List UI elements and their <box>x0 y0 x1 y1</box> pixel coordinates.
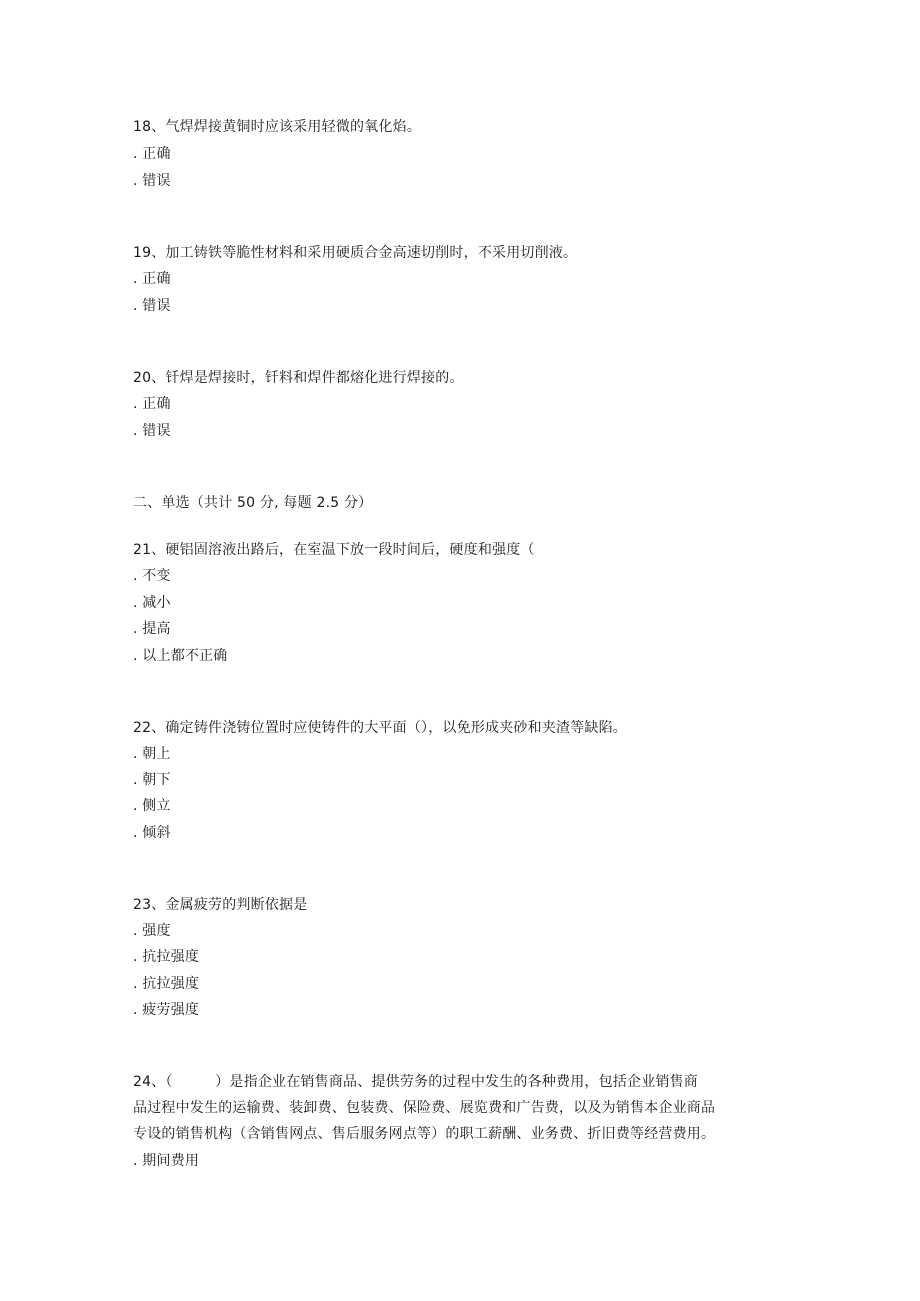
question-20-option-b: . 错误 <box>133 423 171 439</box>
question-22-option-b: . 朝下 <box>133 772 171 788</box>
question-21-text: 21、硬铝固溶液出路后，在室温下放一段时间后，硬度和强度（ <box>133 542 535 558</box>
question-23-option-d: . 疲劳强度 <box>133 1002 200 1018</box>
question-23-option-a: . 强度 <box>133 923 171 939</box>
question-24-text-line-1: 24、（ ）是指企业在销售商品、提供劳务的过程中发生的各种费用，包括企业销售商 <box>133 1074 699 1090</box>
question-21-option-d: . 以上都不正确 <box>133 648 228 664</box>
question-20-text: 20、钎焊是焊接时，钎料和焊件都熔化进行焊接的。 <box>133 370 464 386</box>
question-22-option-d: . 倾斜 <box>133 825 171 841</box>
question-18-option-b: . 错误 <box>133 173 171 189</box>
question-19-text: 19、加工铸铁等脆性材料和采用硬质合金高速切削时，不采用切削液。 <box>133 245 578 261</box>
section-heading: 二、单选（共计 50 分, 每题 2.5 分） <box>133 495 373 511</box>
question-24-text-line-2: 品过程中发生的运输费、装卸费、包装费、保险费、展览费和广告费，以及为销售本企业商品 <box>133 1100 716 1116</box>
question-21-option-b: . 减小 <box>133 595 171 611</box>
question-23-option-b: . 抗拉强度 <box>133 949 200 965</box>
question-18-text: 18、气焊焊接黄铜时应该采用轻微的氧化焰。 <box>133 119 422 135</box>
question-19-option-a: . 正确 <box>133 271 171 287</box>
question-24-option-a: . 期间费用 <box>133 1153 200 1169</box>
question-22-option-a: . 朝上 <box>133 746 171 762</box>
question-21-option-c: . 提高 <box>133 621 171 637</box>
question-23-text: 23、金属疲劳的判断依据是 <box>133 897 308 913</box>
question-24-text-line-3: 专设的销售机构（含销售网点、售后服务网点等）的职工薪酬、业务费、折旧费等经营费用。 <box>133 1126 716 1142</box>
question-23-option-c: . 抗拉强度 <box>133 976 200 992</box>
question-21-option-a: . 不变 <box>133 568 171 584</box>
question-22-option-c: . 侧立 <box>133 798 171 814</box>
question-18-option-a: . 正确 <box>133 146 171 162</box>
question-19-option-b: . 错误 <box>133 298 171 314</box>
question-20-option-a: . 正确 <box>133 396 171 412</box>
question-22-text: 22、确定铸件浇铸位置时应使铸件的大平面（），以免形成夹砂和夹渣等缺陷。 <box>133 720 628 736</box>
